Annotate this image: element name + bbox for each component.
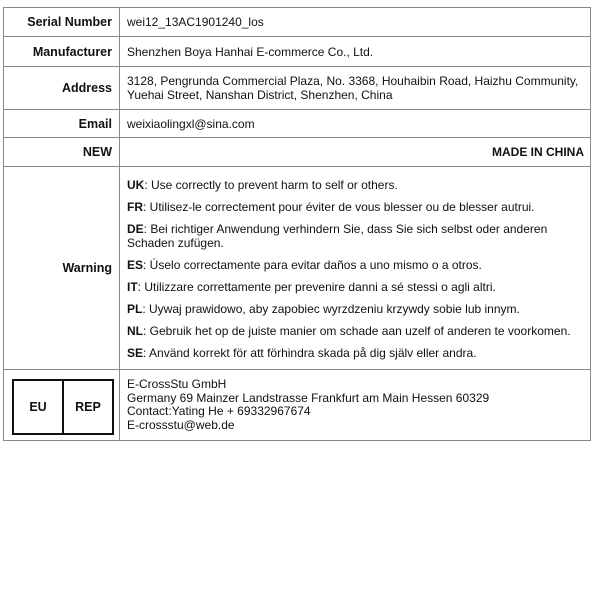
manufacturer-row: [4, 37, 591, 67]
warning-text: : Utilisez-le correctement pour éviter de vous blesser ou de blesser autrui.: [143, 200, 535, 214]
eu-rep-company: E-CrossStu GmbH: [127, 377, 227, 391]
warning-line-nl: [127, 324, 583, 338]
warning-text: : Använd korrekt för att förhindra skada på dig själv eller andra.: [143, 346, 477, 360]
warning-text: : Uywaj prawidowo, aby zapobiec wyrzdzeniu krzywdy sobie lub innym.: [142, 302, 520, 316]
eu-rep-email: E-crossstu@web.de: [127, 417, 235, 432]
warning-code: DE: [127, 222, 144, 236]
warning-line-es: [127, 258, 583, 272]
manufacturer-label: Manufacturer: [4, 37, 120, 67]
warning-row: [4, 167, 591, 370]
serial-number-value: wei12_13AC1901240_los: [120, 8, 591, 37]
warning-text: : Gebruik het op de juiste manier om schade aan uzelf of anderen te voorkomen.: [143, 324, 571, 338]
product-info-table: [3, 7, 591, 441]
warning-line-se: [127, 346, 583, 360]
warning-text: : Úselo correctamente para evitar daños a uno mismo o a otros.: [143, 258, 482, 272]
warning-line-it: [127, 280, 583, 294]
warning-code: UK: [127, 178, 145, 192]
new-label: NEW: [4, 138, 120, 167]
eu-rep-symbol: [12, 379, 114, 435]
warning-label: Warning: [4, 167, 120, 370]
address-label: Address: [4, 67, 120, 110]
address-row: [4, 67, 591, 110]
warning-code: PL: [127, 302, 143, 316]
warning-line-de: [127, 222, 583, 250]
warning-line-fr: [127, 200, 583, 214]
email-value: weixiaolingxl@sina.com: [120, 110, 591, 138]
warning-code: IT: [127, 280, 138, 294]
warning-text: : Use correctly to prevent harm to self or others.: [144, 178, 398, 192]
warning-code: NL: [127, 324, 143, 338]
email-row: [4, 110, 591, 138]
warning-code: ES: [127, 258, 144, 272]
eu-rep-symbol-cell: [4, 370, 120, 441]
email-label: Email: [4, 110, 120, 138]
eu-rep-row: [4, 370, 591, 441]
warning-text: : Bei richtiger Anwendung verhindern Sie, dass Sie sich selbst oder anderen Schaden zufügen.: [127, 222, 548, 250]
made-in-china-value: MADE IN CHINA: [120, 138, 591, 167]
warning-line-pl: [127, 302, 583, 316]
warning-text: : Utilizzare correttamente per prevenire danni a sé stessi o agli altri.: [137, 280, 496, 294]
eu-rep-contact: Contact:Yating He + 69332967674: [127, 404, 311, 418]
warning-list: [127, 174, 583, 362]
eu-rep-symbol-eu: EU: [14, 381, 64, 433]
eu-rep-address: Germany 69 Mainzer Landstrasse Frankfurt am Main Hessen 60329: [127, 390, 490, 405]
warning-code: SE: [127, 346, 144, 360]
serial-number-row: [4, 8, 591, 37]
warning-value: [120, 167, 591, 370]
eu-rep-details: [120, 370, 591, 441]
serial-number-label: Serial Number: [4, 8, 120, 37]
new-row: [4, 138, 591, 167]
manufacturer-value: Shenzhen Boya Hanhai E-commerce Co., Ltd.: [120, 37, 591, 67]
eu-rep-lines: [127, 378, 583, 432]
warning-line-uk: [127, 178, 583, 192]
address-value: 3128, Pengrunda Commercial Plaza, No. 3368, Houhaibin Road, Haizhu Community, Yuehai Street, Nanshan District, Shenzhen, China: [120, 67, 591, 110]
eu-rep-symbol-rep: REP: [75, 400, 101, 414]
warning-code: FR: [127, 200, 143, 214]
